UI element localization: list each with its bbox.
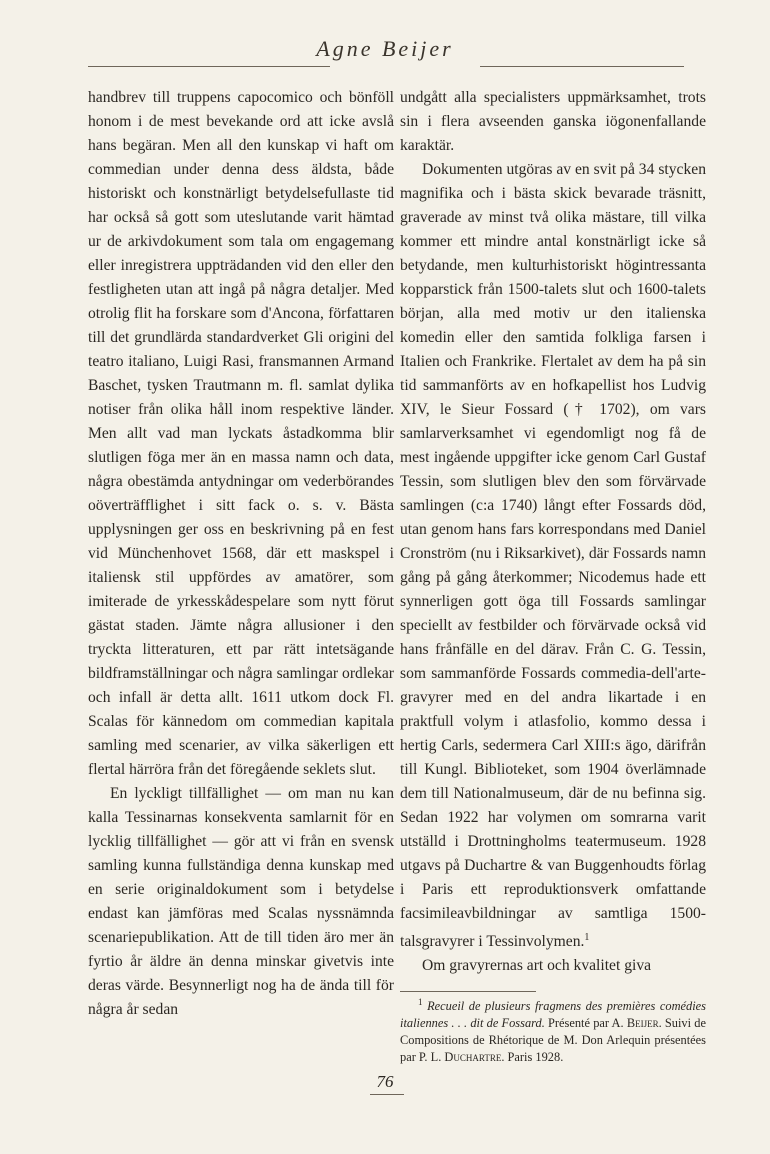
- page-number-rule: [370, 1094, 404, 1095]
- right-paragraph-1: undgått alla specialisters uppmärksamhet, trots sin i flera avseenden ganska iögonenfallande karaktär.: [400, 89, 706, 154]
- left-paragraph-1: handbrev till truppens capocomico och bönföll honom i de mest bevekande ord att icke avslå hans begäran. Men all den kunskap vi haft om commedian under denna dess äldsta, både historiskt och konstnärligt betydelsefullaste tid har också så gott som uteslutande varit hämtad ur de arkivdokument som tala om engagemang eller inregistrera uppträdanden vid den eller den festligheten utan att ingå på några detaljer. Med otrolig flit ha forskare som d'Ancona, författaren till det grundlärda standardverket Gli origini del teatro italiano, Luigi Rasi, fransmannen Armand Baschet, tysken Trautmann m. fl. samlat dylika notiser från olika håll inom respektive länder. Men allt vad man lyckats åstadkomma blir slutligen föga mer än en massa namn och data, några obestämda antydningar om vederbörandes oöverträfflighet i sitt fack o. s. v. Bästa upplysningen ger oss en beskrivning på en fest vid Münchenhovet 1568, där ett maskspel i italiensk stil uppfördes av amatörer, som imiterade de yrkesskådespelare som nytt förut gästat staden. Jämte några allusioner i den tryckta litteraturen, ett par rätt intetsägande bildframställningar och några samlingar ordlekar och infall är detta allt. 1611 utkom dock Fl. Scalas för kännedom om commedian kapitala samling med scenarier, av vilka säkerligen ett flertal härröra från det föregående seklets slut.: [88, 89, 394, 778]
- footnote-suite: . Suivi de Compositions de Rhétorique de M. Don Arlequin présentées par P. L.: [400, 1016, 706, 1065]
- header-rule-right: [480, 66, 684, 67]
- footnote-author: Beijer: [626, 1016, 659, 1031]
- running-title: Agne Beijer: [316, 36, 454, 61]
- footnote-publisher: Duchartre: [444, 1050, 502, 1065]
- left-column: [88, 86, 394, 1022]
- right-paragraph-2: [400, 158, 706, 954]
- footnote-mark: 1: [418, 997, 423, 1007]
- page-number: 76: [376, 1072, 394, 1091]
- footnote-title: Recueil de plusieurs fragmens des premières comédies italiennes . . . dit de Fossard.: [400, 999, 707, 1031]
- footnote: [400, 994, 706, 1066]
- header-rule-left: [88, 66, 330, 67]
- footnote-rule: [400, 991, 536, 992]
- footnote-presented: Présenté par A.: [548, 1016, 624, 1031]
- right-paragraph-3: Om gravyrernas art och kvalitet giva: [422, 957, 652, 975]
- footnote-reference: 1: [584, 932, 590, 943]
- right-column: [400, 86, 706, 978]
- footnote-place-year: . Paris 1928.: [501, 1050, 564, 1065]
- left-paragraph-2: En lyckligt tillfällighet — om man nu kan kalla Tessinarnas konsekventa samlarnit för en lycklig tillfällighet — gör att vi från en svensk samling kunna fullständiga denna kunskap med en serie originaldokument som i betydelse endast kan jämföras med Scalas nyssnämnda scenariepublikation. Att de till tiden äro mer än fyrtio år äldre än denna minskar givetvis inte deras värde. Besynnerligt nog ha de ända till för några år sedan: [88, 785, 394, 1018]
- right-paragraph-2-text: Dokumenten utgöras av en svit på 34 stycken magnifika och i bästa skick bevarade träsnitt, graverade av minst två olika mästare, till vilka kommer ett mindre antal konstnärligt icke så betydande, men kulturhistoriskt högintressanta kopparstick från 1500-talets slut och 1600-talets början, alla med motiv ur den italienska komedin eller den samtida folkliga farsen i Italien och Frankrike. Flertalet av dem ha på sin tid sammanförts av en hofkapellist hos Ludvig XIV, le Sieur Fossard († 1702), om vars samlarverksamhet vi egendomligt nog få de mest ingående uppgifter icke genom Carl Gustaf Tessin, som slutligen blev den som förvärvade samlingen (c:a 1740) långt efter Fossards död, utan genom hans fars korrespondans med Daniel Cronström (nu i Riksarkivet), där Fossards namn gång på gång återkommer; Nicodemus hade ett synnerligen gott öga till Fossards samlingar speciellt av festbilder och förvärvade också vid hans frånfälle en del därav. Från C. G. Tessin, som sammanförde Fossards commedia-dell'arte-gravyrer med en del andra likartade i en praktfull volym i atlasfolio, kommo dessa i hertig Carls, sedermera Carl XIII:s ägo, därifrån till Kungl. Biblioteket, som 1904 överlämnade dem till Nationalmuseum, där de nu befinna sig. Sedan 1922 har volymen om somrarna varit utställd i Drottningholms teatermuseum. 1928 utgavs på Duchartre & van Buggenhoudts förlag i Paris ett reproduktionsverk omfattande facsimileavbildningar av samtliga 1500-talsgravyrer i Tessinvolymen.: [400, 161, 706, 951]
